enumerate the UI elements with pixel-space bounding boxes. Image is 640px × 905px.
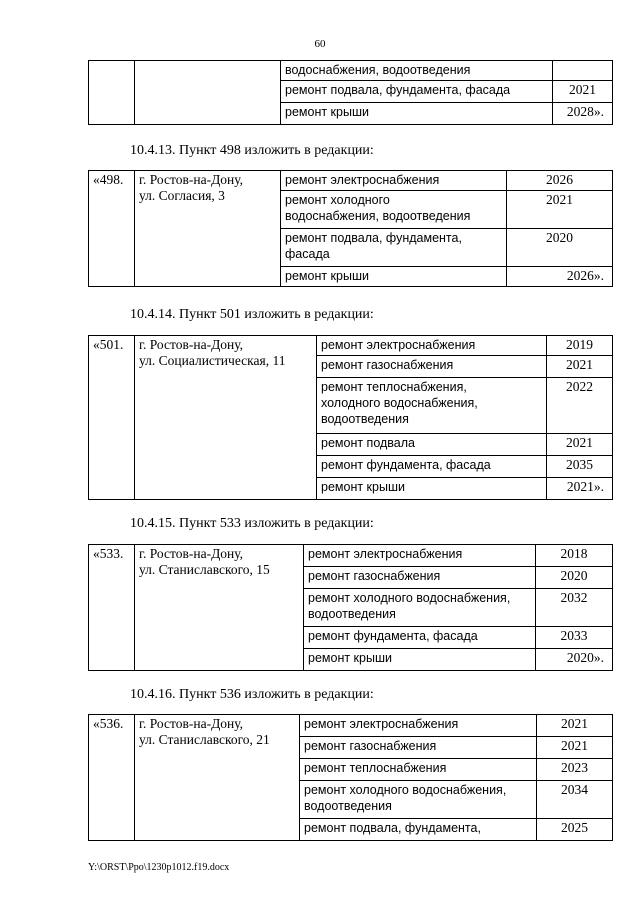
year-cell: 2018 [536,545,613,567]
work-cell: ремонт крыши [317,478,547,500]
work-cell: ремонт холодного водоснабжения, водоотведения [281,191,507,229]
work-cell: водоснабжения, водоотведения [281,61,553,81]
work-cell: ремонт теплоснабжения [300,759,537,781]
paragraph-heading: 10.4.14. Пункт 501 изложить в редакции: [130,307,374,322]
work-cell: ремонт электроснабжения [317,336,547,356]
work-cell: ремонт холодного водоснабжения, водоотведения [300,781,537,819]
page-number: 60 [314,38,326,50]
work-cell: ремонт подвала, фундамента, фасада [281,81,553,103]
year-cell: 2021 [547,434,613,456]
work-cell: ремонт холодного водоснабжения, водоотведения [304,589,536,627]
table-item-533 [88,544,613,671]
year-cell: 2019 [547,336,613,356]
paragraph-heading: 10.4.16. Пункт 536 изложить в редакции: [130,687,374,702]
table-continuation [88,60,613,125]
table-row [89,715,613,737]
address-cell: г. Ростов-на-Дону, ул. Социалистическая, 11 [135,336,317,500]
work-cell: ремонт газоснабжения [300,737,537,759]
work-cell: ремонт газоснабжения [304,567,536,589]
table-item-498 [88,170,613,287]
address-cell [135,61,281,125]
work-cell: ремонт фундамента, фасада [317,456,547,478]
footer-file-path: Y:\ORST\Ppo\1230p1012.f19.docx [88,862,230,873]
table-row [89,336,613,356]
table-row [89,61,613,81]
work-cell: ремонт подвала, фундамента, [300,819,537,841]
work-cell: ремонт крыши [281,267,507,287]
year-cell: 2023 [537,759,613,781]
work-cell: ремонт подвала, фундамента, фасада [281,229,507,267]
table-row [89,545,613,567]
address-cell: г. Ростов-на-Дону, ул. Станиславского, 21 [135,715,300,841]
year-cell: 2021 [547,356,613,378]
address-cell: г. Ростов-на-Дону, ул. Станиславского, 15 [135,545,304,671]
work-cell: ремонт газоснабжения [317,356,547,378]
year-cell [553,61,613,81]
num-cell: «533. [89,545,135,671]
year-cell: 2026». [507,267,613,287]
year-cell: 2020». [536,649,613,671]
work-cell: ремонт фундамента, фасада [304,627,536,649]
year-cell: 2021 [537,737,613,759]
year-cell: 2026 [507,171,613,191]
year-cell: 2033 [536,627,613,649]
table-row [89,171,613,191]
num-cell: «498. [89,171,135,287]
year-cell: 2025 [537,819,613,841]
paragraph-heading: 10.4.15. Пункт 533 изложить в редакции: [130,516,374,531]
work-cell: ремонт крыши [281,103,553,125]
num-cell [89,61,135,125]
work-cell: ремонт крыши [304,649,536,671]
year-cell: 2020 [536,567,613,589]
year-cell: 2028». [553,103,613,125]
year-cell: 2032 [536,589,613,627]
num-cell: «536. [89,715,135,841]
work-cell: ремонт теплоснабжения, холодного водоснабжения, водоотведения [317,378,547,434]
year-cell: 2021 [537,715,613,737]
work-cell: ремонт электроснабжения [281,171,507,191]
year-cell: 2022 [547,378,613,434]
work-cell: ремонт электроснабжения [300,715,537,737]
year-cell: 2021 [507,191,613,229]
year-cell: 2021». [547,478,613,500]
table-item-536 [88,714,613,841]
year-cell: 2020 [507,229,613,267]
address-cell: г. Ростов-на-Дону, ул. Согласия, 3 [135,171,281,287]
year-cell: 2034 [537,781,613,819]
work-cell: ремонт электроснабжения [304,545,536,567]
work-cell: ремонт подвала [317,434,547,456]
year-cell: 2035 [547,456,613,478]
num-cell: «501. [89,336,135,500]
paragraph-heading: 10.4.13. Пункт 498 изложить в редакции: [130,143,374,158]
year-cell: 2021 [553,81,613,103]
table-item-501 [88,335,613,500]
